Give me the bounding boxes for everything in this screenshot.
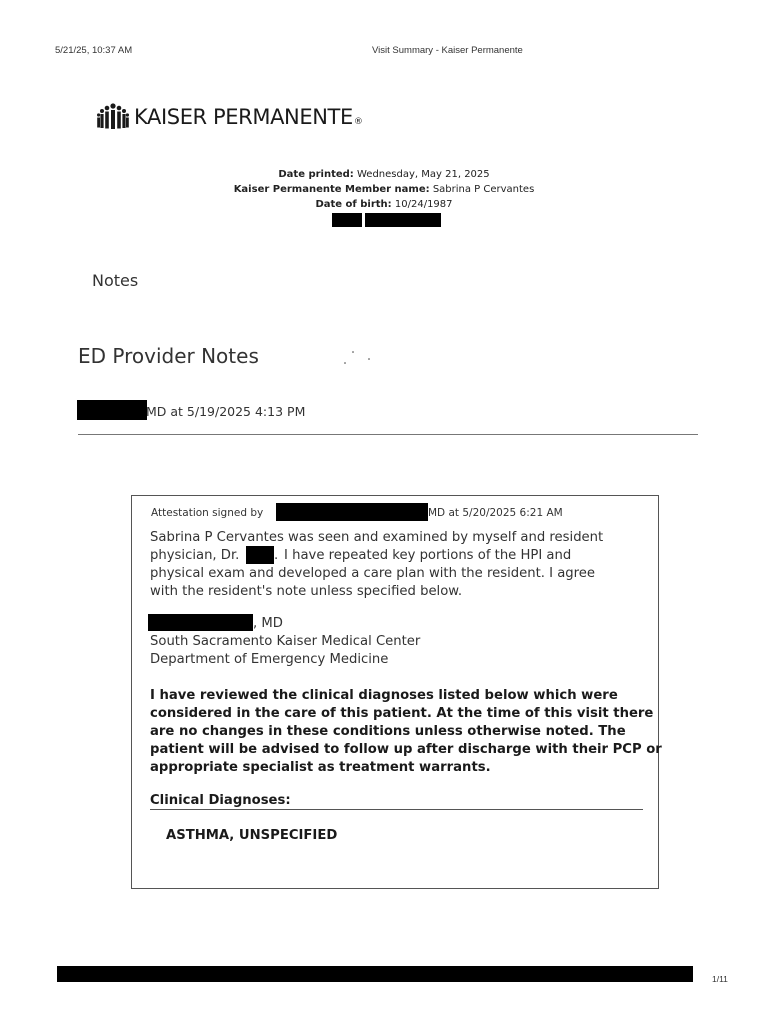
dob-label: Date of birth: — [315, 199, 392, 210]
page-number: 1/11 — [712, 974, 728, 984]
date-printed-label: Date printed: — [278, 169, 354, 180]
attestation-signed-label: Attestation signed by — [151, 507, 264, 519]
attestation-physician-suffix: . — [274, 548, 279, 563]
clinical-diagnoses-label: Clinical Diagnoses: — [150, 793, 291, 808]
review-text-line: are no changes in these conditions unless otherwise noted. The — [150, 724, 626, 739]
ed-provider-notes-heading: ED Provider Notes — [78, 344, 259, 368]
print-page-title: Visit Summary - Kaiser Permanente — [372, 45, 523, 56]
scan-speck — [368, 358, 370, 360]
note-author-line: MD at 5/19/2025 4:13 PM — [146, 404, 306, 419]
department-name: Department of Emergency Medicine — [150, 652, 389, 667]
member-name-label: Kaiser Permanente Member name: — [233, 184, 430, 195]
attestation-text-line: I have repeated key portions of the HPI and — [284, 548, 572, 563]
print-datetime: 5/21/25, 10:37 AM — [55, 45, 133, 56]
redaction-bar — [276, 503, 428, 521]
attestation-signed-time: MD at 5/20/2025 6:21 AM — [428, 507, 563, 519]
review-text-line: patient will be advised to follow up after discharge with their PCP or — [150, 742, 662, 757]
signer-suffix: , MD — [253, 616, 283, 631]
member-name-line — [0, 182, 768, 198]
facility-name: South Sacramento Kaiser Medical Center — [150, 634, 421, 649]
redaction-bar — [77, 400, 147, 420]
date-printed-line — [0, 167, 768, 183]
redaction-bar — [365, 213, 441, 227]
kaiser-logo — [96, 100, 362, 134]
attestation-physician-prefix: physician, Dr. — [150, 548, 240, 563]
date-printed-value: Wednesday, May 21, 2025 — [357, 169, 490, 180]
section-divider — [78, 434, 698, 435]
scan-speck — [352, 351, 354, 353]
kaiser-people-logo-icon — [96, 100, 130, 134]
scan-speck — [344, 362, 346, 364]
logo-wordmark: KAISER PERMANENTE — [134, 105, 353, 129]
redaction-bar — [246, 546, 274, 564]
notes-heading: Notes — [92, 271, 139, 290]
attestation-text-line: Sabrina P Cervantes was seen and examined by myself and resident — [150, 530, 604, 545]
review-text-line: I have reviewed the clinical diagnoses listed below which were — [150, 688, 618, 703]
attestation-text-line: with the resident's note unless specified below. — [150, 584, 463, 599]
diagnoses-divider — [150, 809, 643, 810]
dob-line — [0, 197, 768, 213]
redaction-bar — [148, 614, 253, 631]
diagnosis-item: ASTHMA, UNSPECIFIED — [166, 828, 338, 843]
attestation-text-line: physical exam and developed a care plan with the resident. I agree — [150, 566, 596, 581]
dob-value: 10/24/1987 — [394, 199, 453, 210]
review-text-line: considered in the care of this patient. At the time of this visit there — [150, 706, 654, 721]
registered-mark: ® — [353, 117, 363, 127]
review-text-line: appropriate specialist as treatment warrants. — [150, 760, 491, 775]
member-name-value: Sabrina P Cervantes — [432, 184, 535, 195]
redaction-bar — [332, 213, 362, 227]
redaction-bar — [57, 966, 693, 982]
